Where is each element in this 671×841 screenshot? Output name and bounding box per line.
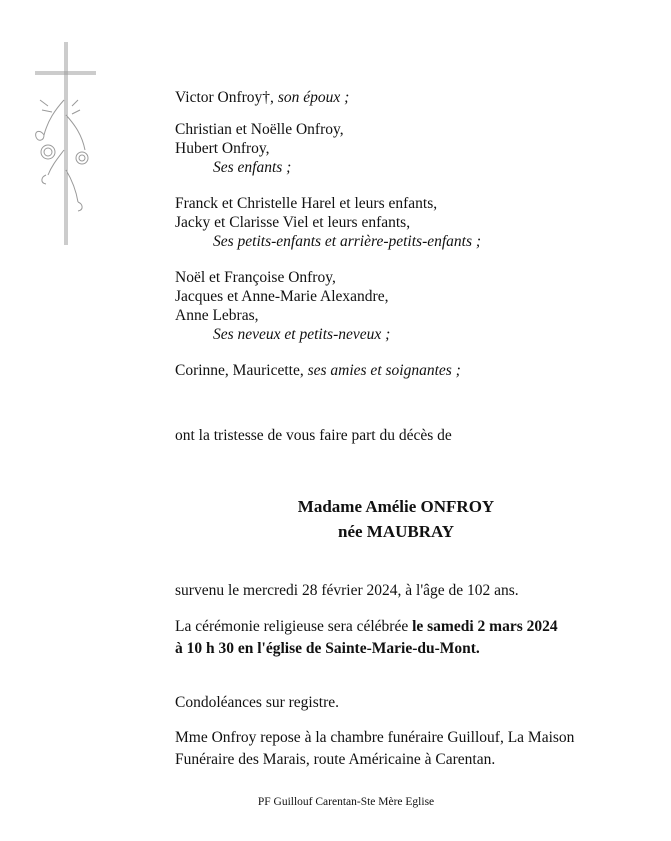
- grandchildren-line-2: Jacky et Clarisse Viel et leurs enfants,: [175, 214, 411, 231]
- spouse-line: [175, 88, 349, 108]
- friends-role: ses amies et soignantes ;: [307, 362, 461, 379]
- children-line-2: Hubert Onfroy,: [175, 140, 270, 157]
- deceased-name: Madame Amélie ONFROY: [297, 497, 495, 516]
- death-notice: survenu le mercredi 28 février 2024, à l'âge de 102 ans.: [175, 582, 519, 599]
- rest-line-2: Funéraire des Marais, route Américaine à Carentan.: [175, 751, 496, 768]
- ceremony-line-1: [175, 617, 558, 637]
- funeral-home-footer: PF Guillouf Carentan-Ste Mère Eglise: [257, 796, 435, 808]
- friends-names: Corinne, Mauricette,: [175, 362, 304, 379]
- spouse-name: Victor Onfroy†,: [175, 89, 274, 106]
- cross-with-flowers-icon: [30, 40, 100, 250]
- grandchildren-line-1: Franck et Christelle Harel et leurs enfants,: [175, 195, 438, 212]
- ceremony-intro: La cérémonie religieuse sera célébrée: [175, 618, 409, 635]
- friends-line: [175, 361, 461, 381]
- rest-line-1: Mme Onfroy repose à la chambre funéraire Guillouf, La Maison: [175, 729, 575, 746]
- spouse-role: son époux ;: [277, 89, 350, 106]
- condolences-text: Condoléances sur registre.: [175, 694, 339, 711]
- nephews-line-2: Jacques et Anne-Marie Alexandre,: [175, 288, 389, 305]
- grandchildren-role: Ses petits-enfants et arrière-petits-enfants ;: [213, 233, 482, 250]
- ceremony-date: le samedi 2 mars 2024: [412, 618, 558, 635]
- children-role: Ses enfants ;: [213, 159, 292, 176]
- nephews-line-3: Anne Lebras,: [175, 307, 259, 324]
- ceremony-place: à 10 h 30 en l'église de Sainte-Marie-du-Mont.: [175, 640, 480, 657]
- children-line-1: Christian et Noëlle Onfroy,: [175, 121, 344, 138]
- announcement-text: ont la tristesse de vous faire part du décès de: [175, 427, 452, 444]
- nephews-line-1: Noël et Françoise Onfroy,: [175, 269, 336, 286]
- nephews-role: Ses neveux et petits-neveux ;: [213, 326, 391, 343]
- deceased-maiden-name: née MAUBRAY: [337, 522, 454, 541]
